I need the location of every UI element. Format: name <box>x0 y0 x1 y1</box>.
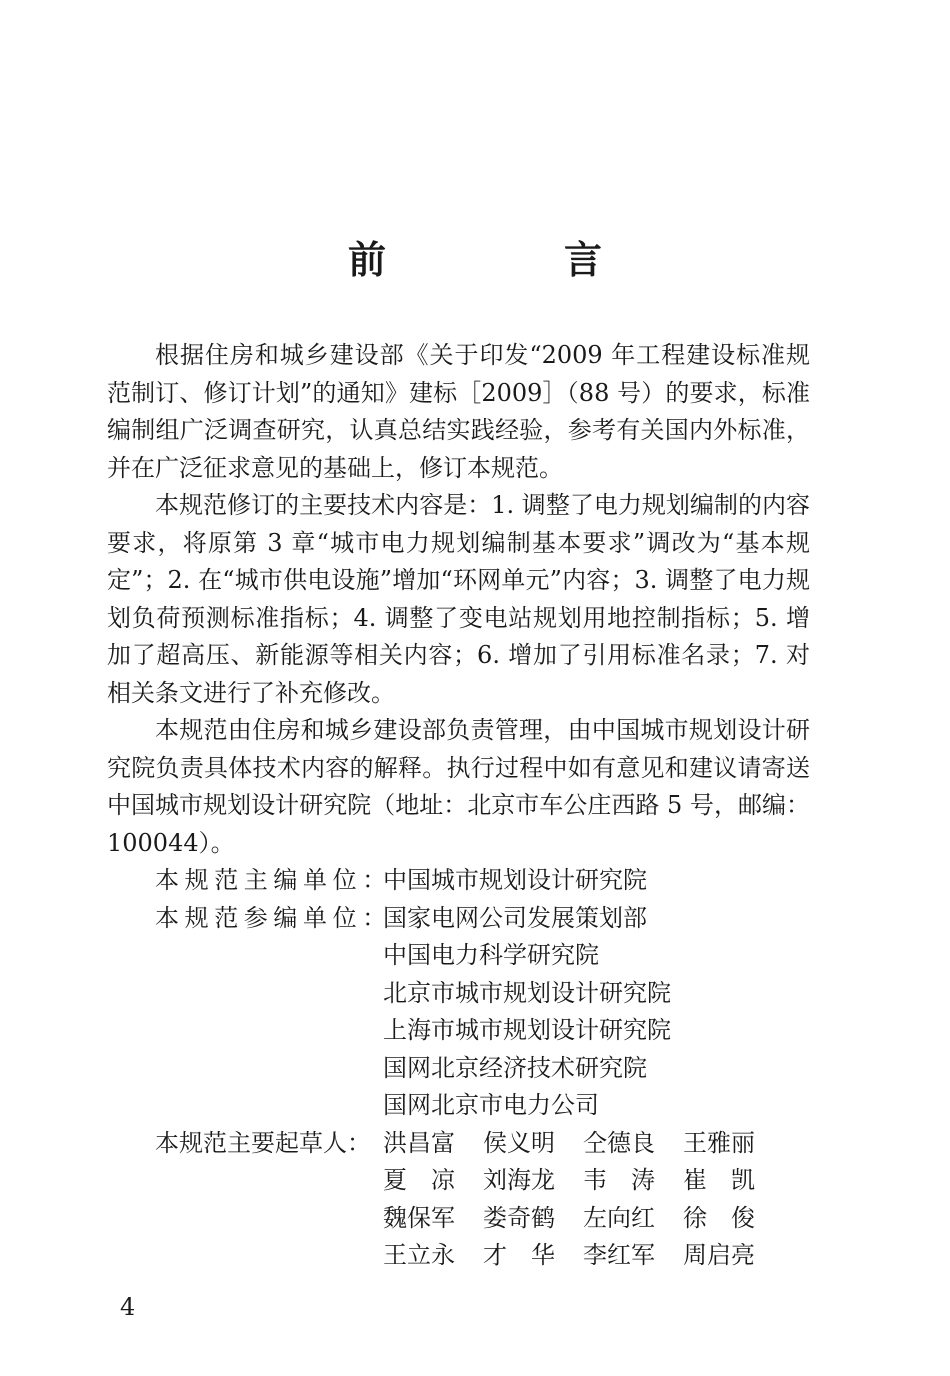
participating-unit: 国网北京市电力公司 <box>383 1091 599 1119</box>
participating-unit: 国网北京经济技术研究院 <box>383 1053 647 1082</box>
drafter-name: 刘海龙 <box>483 1166 555 1194</box>
drafter-name: 王雅丽 <box>683 1128 755 1157</box>
drafter-name: 崔 凯 <box>683 1166 755 1194</box>
drafter-name: 徐 俊 <box>683 1203 755 1232</box>
drafter-name: 周启亮 <box>683 1241 755 1269</box>
page-title: 前 言 <box>347 237 672 282</box>
drafter-name: 娄奇鹤 <box>483 1203 555 1232</box>
drafter-name: 洪昌富 <box>383 1128 455 1157</box>
participating-units-list <box>383 900 671 1125</box>
drafter-name: 侯义明 <box>483 1128 555 1157</box>
drafter-name: 才 华 <box>483 1241 555 1269</box>
drafter-name: 魏保军 <box>383 1203 455 1232</box>
participating-unit: 北京市城市规划设计研究院 <box>383 978 671 1007</box>
paragraph-revision-content: 本规范修订的主要技术内容是：1. 调整了电力规划编制的内容要求，将原第 3 章“城市电力规划编制基本要求”调改为“基本规定”；2. 在“城市供电设施”增加“环网单元”内容；3. 调整了电力规划负荷预测标准指标；4. 调整了变电站规划用地控制指标；5. 增加了超高压、新能源等相关内容；6. 增加了引用标准名录；7. 对相关条文进行了补充修改。 <box>107 491 810 707</box>
drafter-name: 夏 凉 <box>383 1166 455 1194</box>
drafter-name: 韦 涛 <box>583 1166 655 1194</box>
drafter-name: 李红军 <box>583 1241 655 1269</box>
page-number: 4 <box>120 1293 136 1321</box>
drafters-label: 本规范主要起草人： <box>155 1128 371 1157</box>
drafter-name: 左向红 <box>583 1203 655 1232</box>
participating-units-label: 本规范参编单位： <box>155 903 392 932</box>
participating-unit: 上海市城市规划设计研究院 <box>383 1016 671 1044</box>
participating-units-row <box>107 900 810 1125</box>
participating-unit: 中国电力科学研究院 <box>383 941 599 969</box>
drafters-list <box>383 1125 783 1275</box>
paragraph-management: 本规范由住房和城乡建设部负责管理，由中国城市规划设计研究院负责具体技术内容的解释。执行过程中如有意见和建议请寄送中国城市规划设计研究院（地址：北京市车公庄西路 5 号，邮编：100044）。 <box>107 716 810 857</box>
drafter-name: 仝德良 <box>583 1128 655 1157</box>
paragraph-basis: 根据住房和城乡建设部《关于印发“2009 年工程建设标准规范制订、修订计划”的通知》建标［2009］（88 号）的要求，标准编制组广泛调查研究，认真总结实践经验，参考有关国内外标准，并在广泛征求意见的基础上，修订本规范。 <box>107 341 810 482</box>
participating-unit: 国家电网公司发展策划部 <box>383 903 647 932</box>
drafter-name: 王立永 <box>383 1241 455 1269</box>
chief-unit-name: 中国城市规划设计研究院 <box>383 866 647 894</box>
preface-body <box>107 337 810 1275</box>
drafters-row <box>107 1125 810 1275</box>
chief-unit-row <box>107 862 810 900</box>
chief-unit-label: 本规范主编单位： <box>155 866 392 894</box>
